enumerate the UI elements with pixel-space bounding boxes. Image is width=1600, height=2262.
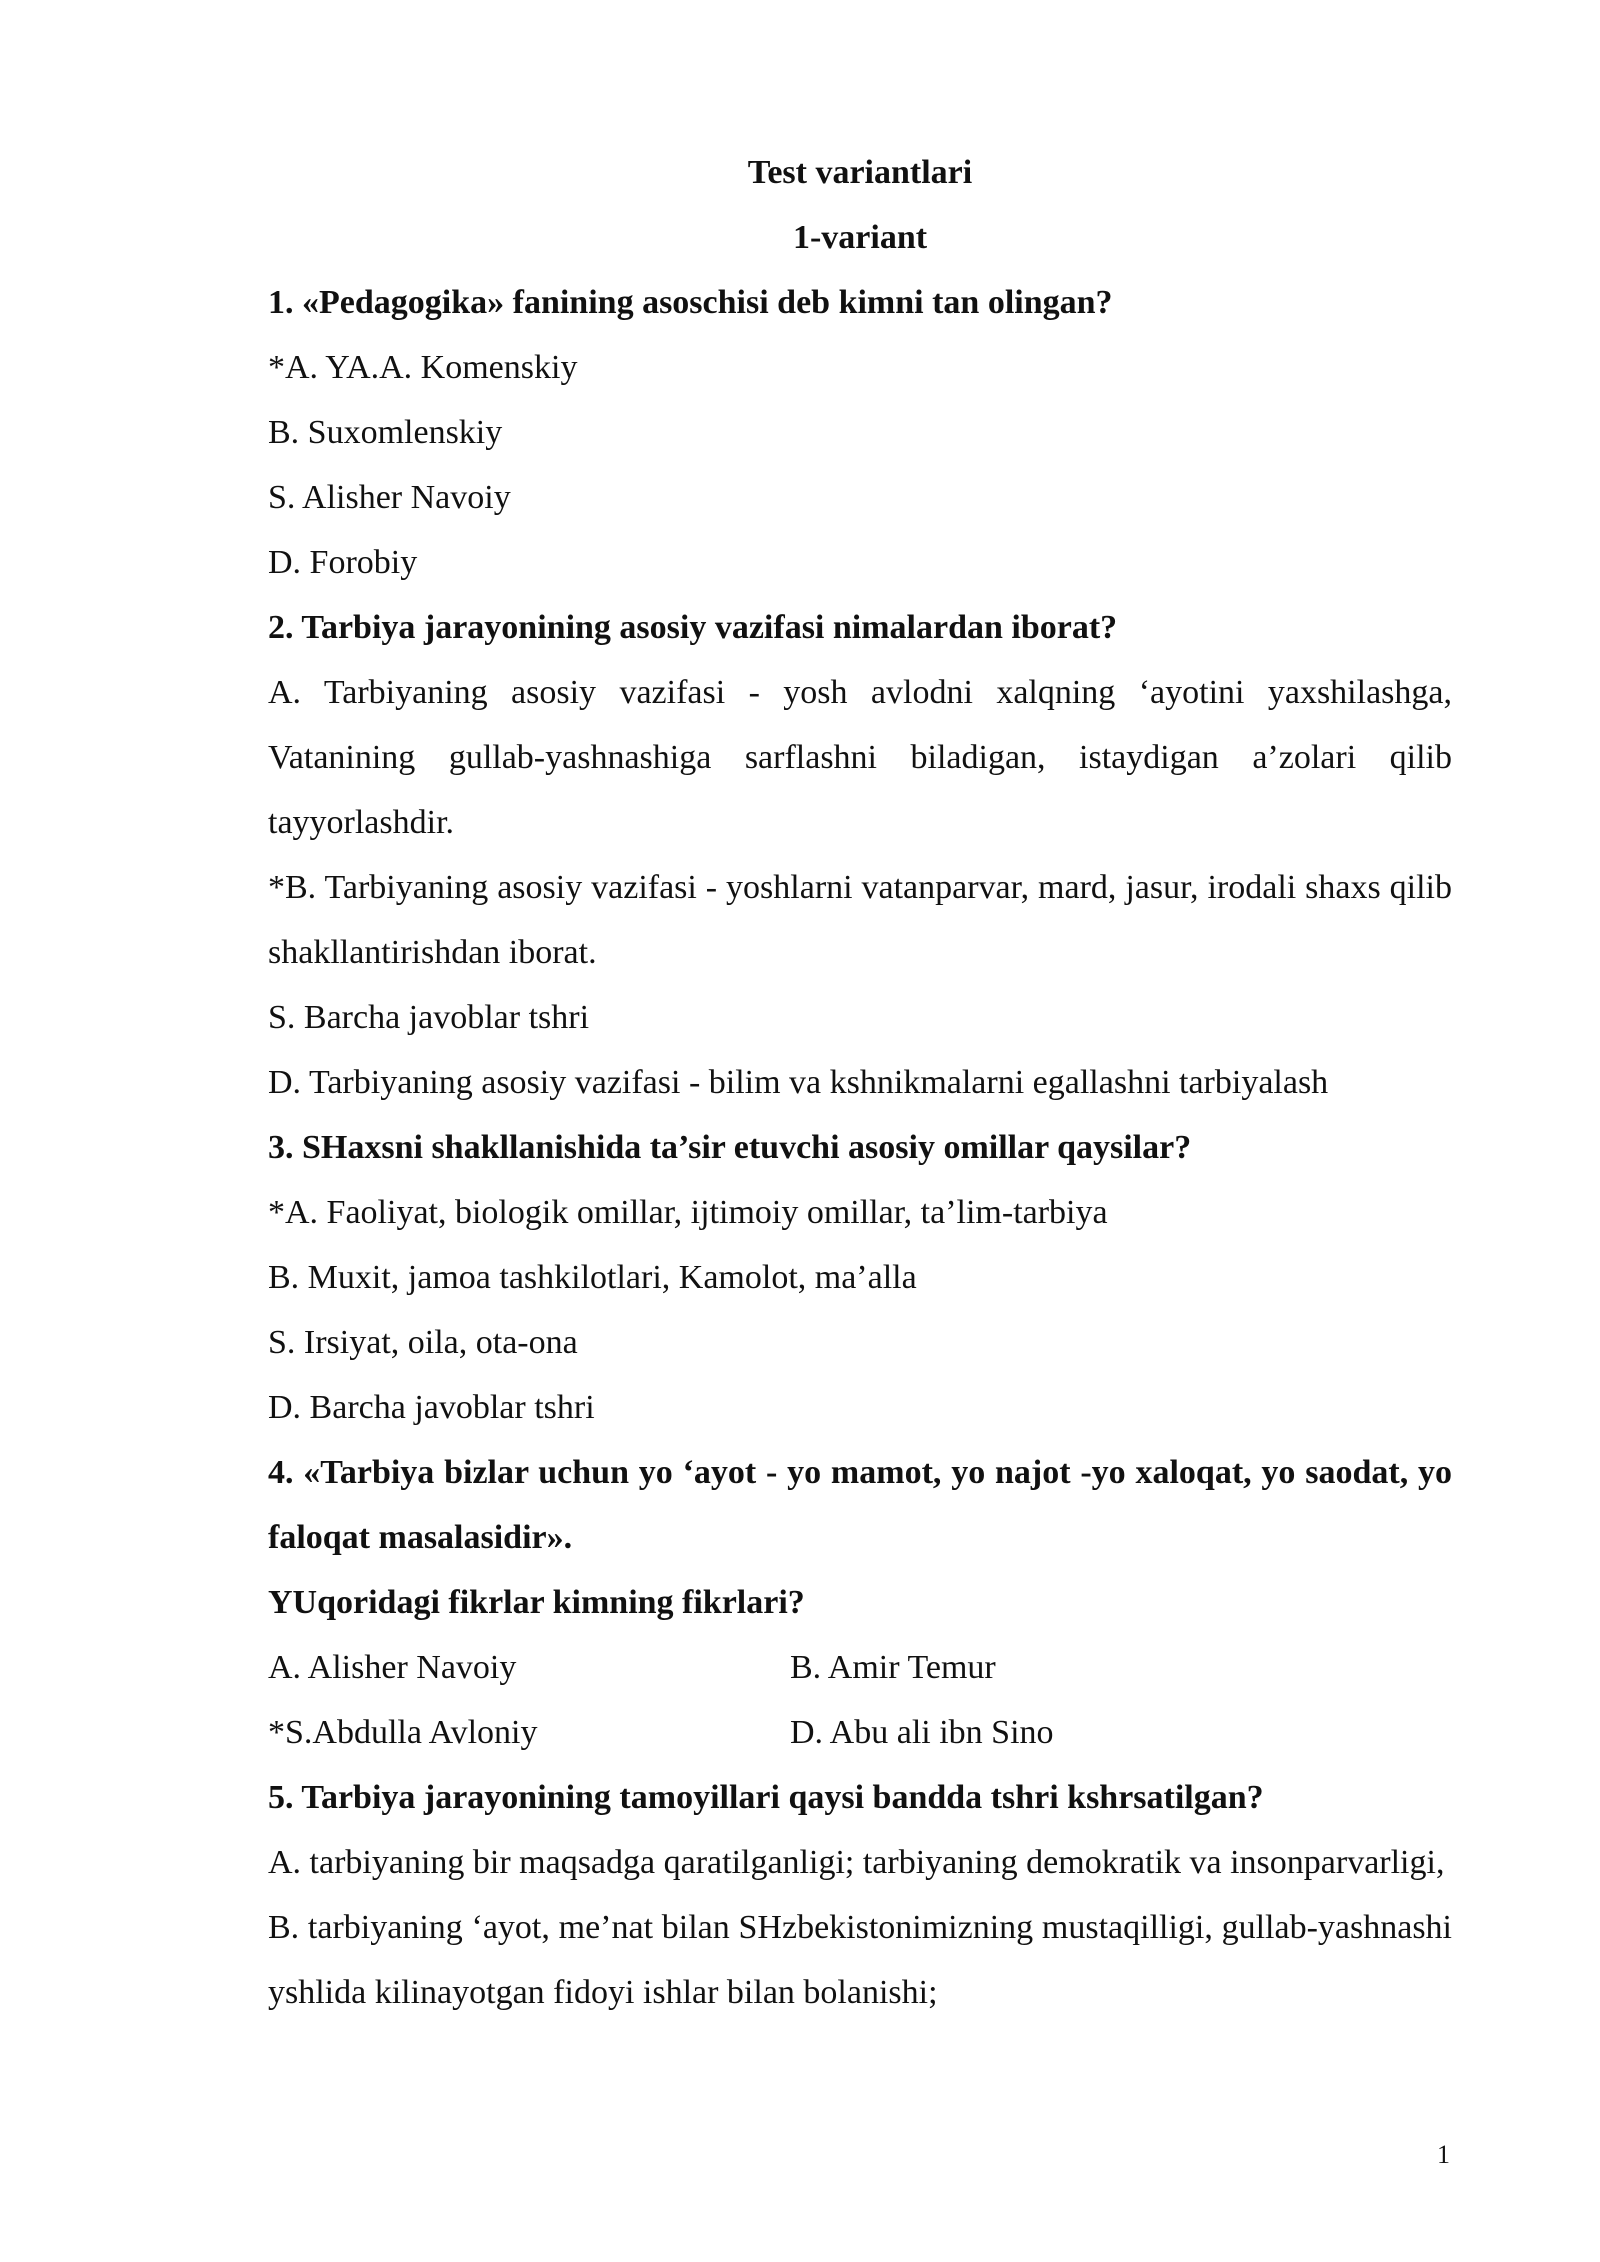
answer-option: A. Tarbiyaning asosiy vazifasi - yosh avlodni xalqning ‘ayotini yaxshilashga, Vatanining gullab-yashnashiga sarflashni biladigan, istaydigan a’zolari qilib tayyorlashdir. xyxy=(268,674,1452,841)
answer-option: D. Forobiy xyxy=(268,544,418,581)
answer-option: D. Abu ali ibn Sino xyxy=(790,1714,1054,1751)
answer-option: *A. YA.A. Komenskiy xyxy=(268,349,578,386)
question-4: 4. «Tarbiya bizlar uchun yo ‘ayot - yo mamot, yo najot -yo xaloqat, yo saodat, yo faloqat masalasidir». xyxy=(268,1454,1452,1556)
answer-option: B. Amir Temur xyxy=(790,1649,996,1686)
variant-heading: 1-variant xyxy=(792,219,928,256)
document-content xyxy=(268,140,1452,2025)
answer-option: *B. Tarbiyaning asosiy vazifasi - yoshlarni vatanparvar, mard, jasur, irodali shaxs qilib shakllantirishdan iborat. xyxy=(268,869,1452,971)
answer-option: B. Muxit, jamoa tashkilotlari, Kamolot, ma’alla xyxy=(268,1259,917,1296)
question-1: 1. «Pedagogika» fanining asoschisi deb kimni tan olingan? xyxy=(268,284,1113,321)
answer-row xyxy=(268,1635,1452,1700)
page-number: 1 xyxy=(1437,2140,1450,2169)
answer-option: *S.Abdulla Avloniy xyxy=(268,1714,538,1751)
answer-option: D. Barcha javoblar tshri xyxy=(268,1389,595,1426)
answer-option: A. Alisher Navoiy xyxy=(268,1649,517,1686)
answer-option: *A. Faoliyat, biologik omillar, ijtimoiy omillar, ta’lim-tarbiya xyxy=(268,1194,1108,1231)
answer-option: D. Tarbiyaning asosiy vazifasi - bilim va kshnikmalarni egallashni tarbiyalash xyxy=(268,1064,1329,1101)
answer-option: B. Suxomlenskiy xyxy=(268,414,503,451)
question-4-subquestion: YUqoridagi fikrlar kimning fikrlari? xyxy=(268,1584,805,1621)
answer-option: S. Irsiyat, oila, ota-ona xyxy=(268,1324,578,1361)
answer-row xyxy=(268,1700,1452,1765)
answer-option: A. tarbiyaning bir maqsadga qaratilganligi; tarbiyaning demokratik va insonparvarligi, xyxy=(268,1844,1445,1881)
document-title: Test variantlari xyxy=(747,154,973,191)
answer-option: B. tarbiyaning ‘ayot, me’nat bilan SHzbekistonimizning mustaqilligi, gullab-yashnashi yshlida kilinayotgan fidoyi ishlar bilan bolanishi; xyxy=(268,1909,1452,2011)
question-2: 2. Tarbiya jarayonining asosiy vazifasi nimalardan iborat? xyxy=(268,609,1118,646)
answer-option: S. Alisher Navoiy xyxy=(268,479,511,516)
answer-option: S. Barcha javoblar tshri xyxy=(268,999,590,1036)
question-3: 3. SHaxsni shakllanishida ta’sir etuvchi asosiy omillar qaysilar? xyxy=(268,1129,1192,1166)
question-5: 5. Tarbiya jarayonining tamoyillari qaysi bandda tshri kshrsatilgan? xyxy=(268,1779,1264,1816)
